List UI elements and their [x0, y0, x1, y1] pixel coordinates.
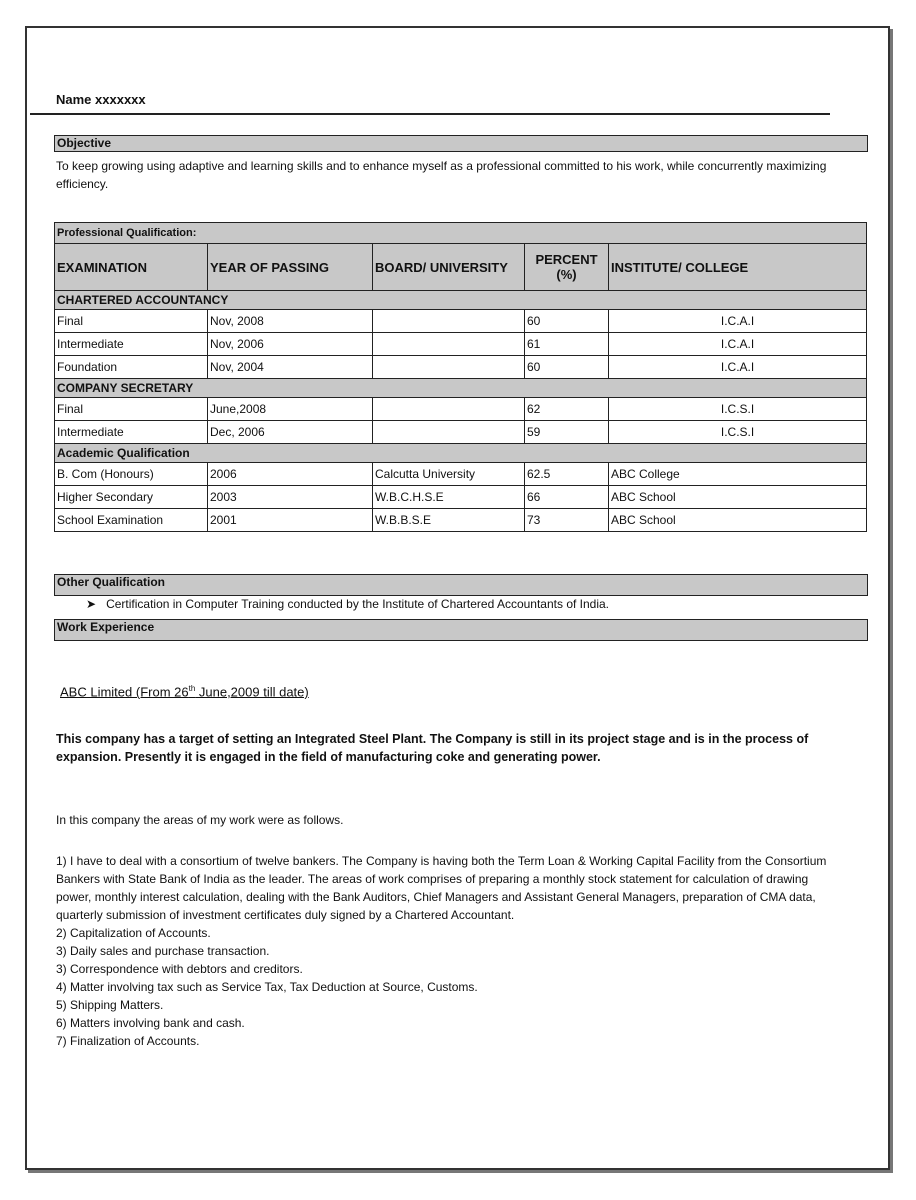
candidate-name: Name xxxxxxx: [56, 92, 146, 107]
job-title-sup: th: [188, 684, 196, 693]
cell-exam: Intermediate: [55, 333, 208, 356]
areas-intro: In this company the areas of my work were as follows.: [56, 813, 344, 827]
qualification-header-row: [55, 244, 867, 291]
company-description: This company has a target of setting an Integrated Steel Plant. The Company is still in its project stage and is in the process of expansion. Presently it is engaged in the field of manufacturing coke and generating power.: [56, 732, 809, 764]
cell-institute: ABC School: [609, 509, 867, 532]
name-divider: [30, 113, 830, 115]
cell-exam: Higher Secondary: [55, 486, 208, 509]
cell-board: W.B.B.S.E: [373, 509, 525, 532]
other-qualification-text: Certification in Computer Training conducted by the Institute of Chartered Accountants of India.: [106, 597, 610, 611]
table-row: [55, 463, 867, 486]
cell-institute: I.C.A.I: [609, 356, 867, 379]
cell-board: [373, 398, 525, 421]
group-row: [55, 291, 867, 310]
list-item: 1) I have to deal with a consortium of twelve bankers. The Company is having both the Term Loan & Working Capital Facility from the Consortium Bankers with State Bank of India as the leader. The areas of work comprises of preparing a monthly stock statement for calculation of drawing power, monthly interest calculation, dealing with the Bank Auditors, Chief Managers and Assistant General Managers, preparation of CMA data, quarterly submission of investment certificates duly signed by a Chartered Accountant.: [56, 854, 827, 922]
other-qualification-heading: Other Qualification: [54, 574, 868, 596]
cell-percent: 62: [525, 398, 609, 421]
header-examination: EXAMINATION: [55, 244, 208, 291]
cell-exam: Final: [55, 310, 208, 333]
list-item: 3) Daily sales and purchase transaction.: [56, 944, 270, 958]
cell-percent: 59: [525, 421, 609, 444]
header-year: YEAR OF PASSING: [208, 244, 373, 291]
table-row: [55, 486, 867, 509]
group-row: [55, 379, 867, 398]
table-row: [55, 310, 867, 333]
cell-year: Nov, 2006: [208, 333, 373, 356]
cell-institute: ABC School: [609, 486, 867, 509]
cell-percent: 61: [525, 333, 609, 356]
cell-board: [373, 310, 525, 333]
cell-percent: 66: [525, 486, 609, 509]
job-title-suffix: June,2009 till date): [195, 684, 309, 700]
cell-institute: ABC College: [609, 463, 867, 486]
cell-year: June,2008: [208, 398, 373, 421]
cell-board: [373, 421, 525, 444]
cell-year: Nov, 2008: [208, 310, 373, 333]
group-title: CHARTERED ACCOUNTANCY: [55, 291, 867, 310]
objective-text: To keep growing using adaptive and learning skills and to enhance myself as a professional committed to his work, while concurrently maximizing efficiency.: [56, 159, 827, 191]
cell-board: [373, 333, 525, 356]
job-title: [60, 684, 309, 699]
cell-institute: I.C.A.I: [609, 310, 867, 333]
cell-percent: 62.5: [525, 463, 609, 486]
cell-percent: 60: [525, 356, 609, 379]
cell-exam: Foundation: [55, 356, 208, 379]
cell-percent: 73: [525, 509, 609, 532]
cell-board: W.B.C.H.S.E: [373, 486, 525, 509]
group-row: [55, 444, 867, 463]
list-item: 4) Matter involving tax such as Service Tax, Tax Deduction at Source, Customs.: [56, 980, 478, 994]
cell-board: [373, 356, 525, 379]
qualification-caption: Professional Qualification:: [55, 223, 867, 244]
table-row: [55, 509, 867, 532]
cell-exam: School Examination: [55, 509, 208, 532]
list-item: 3) Correspondence with debtors and creditors.: [56, 962, 303, 976]
cell-exam: Final: [55, 398, 208, 421]
table-row: [55, 356, 867, 379]
header-percent: PERCENT (%): [525, 244, 609, 291]
qualification-table: [54, 222, 867, 532]
list-item: 5) Shipping Matters.: [56, 998, 164, 1012]
cell-institute: I.C.S.I: [609, 421, 867, 444]
qualification-caption-row: [55, 223, 867, 244]
list-item: 7) Finalization of Accounts.: [56, 1034, 200, 1048]
cell-year: 2006: [208, 463, 373, 486]
job-title-prefix: ABC Limited (From 26: [60, 684, 189, 700]
group-title: Academic Qualification: [55, 444, 867, 463]
table-row: [55, 333, 867, 356]
cell-percent: 60: [525, 310, 609, 333]
group-title: COMPANY SECRETARY: [55, 379, 867, 398]
cell-year: 2003: [208, 486, 373, 509]
arrow-bullet-icon: ➤: [86, 597, 107, 611]
table-row: [55, 398, 867, 421]
cell-year: Nov, 2004: [208, 356, 373, 379]
objective-heading: Objective: [54, 135, 868, 152]
cell-exam: Intermediate: [55, 421, 208, 444]
work-items-list: [56, 852, 836, 1050]
cell-year: Dec, 2006: [208, 421, 373, 444]
other-qualification-item: [86, 597, 609, 611]
cell-exam: B. Com (Honours): [55, 463, 208, 486]
cell-institute: I.C.A.I: [609, 333, 867, 356]
cell-year: 2001: [208, 509, 373, 532]
list-item: 6) Matters involving bank and cash.: [56, 1016, 245, 1030]
table-row: [55, 421, 867, 444]
list-item: 2) Capitalization of Accounts.: [56, 926, 211, 940]
header-board: BOARD/ UNIVERSITY: [373, 244, 525, 291]
cell-board: Calcutta University: [373, 463, 525, 486]
header-institute: INSTITUTE/ COLLEGE: [609, 244, 867, 291]
cell-institute: I.C.S.I: [609, 398, 867, 421]
work-experience-heading: Work Experience: [54, 619, 868, 641]
